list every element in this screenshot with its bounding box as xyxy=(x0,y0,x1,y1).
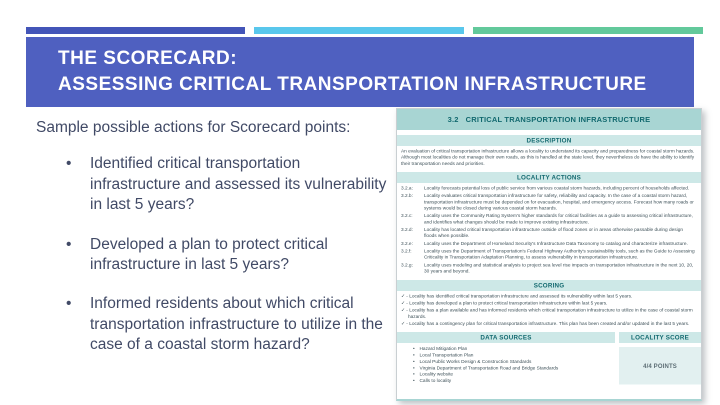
scorecard-document-content xyxy=(397,109,701,399)
scoring-list xyxy=(401,293,697,327)
data-sources-column xyxy=(397,332,615,384)
scoring-item: ✓ - Locality has a contingency plan for critical transportation infrastructure. This plan has been created and/or updated in the last 5 years. xyxy=(401,320,690,327)
action-text: Locality forecasts potential loss of public service from various coastal storm hazards, including percent of households affected. xyxy=(424,185,690,192)
slide-title-line2: ASSESSING CRITICAL TRANSPORTATION INFRASTRUCTURE xyxy=(58,74,647,95)
locality-actions-list xyxy=(401,186,697,275)
scoring-item: ✓ - Locality has a plan available and has informed residents which critical transportation infrastructure to utilize in the case of coastal storm hazards. xyxy=(401,307,693,320)
locality-score-header: LOCALITY SCORE xyxy=(619,332,701,343)
data-source-item: • Locality website xyxy=(413,372,615,378)
accent-bar-green xyxy=(473,27,703,34)
action-id: 3.2.b: xyxy=(401,193,413,199)
scorecard-section-number: 3.2 xyxy=(447,115,459,124)
locality-action-row xyxy=(401,262,697,274)
action-id: 3.2.e: xyxy=(401,240,413,247)
locality-action-row xyxy=(401,241,697,247)
data-source-item: • Local Public Works Design & Construction Standards xyxy=(413,359,615,365)
scorecard-title-bar xyxy=(397,109,701,130)
locality-action-row xyxy=(401,227,697,239)
locality-score-value: 4/4 POINTS xyxy=(619,347,701,384)
data-source-item: • Local Transportation Plan xyxy=(413,353,615,359)
bullet-item: • Identified critical transportation infrastructure and assessed its vulnerability in last 5 years? xyxy=(62,154,394,215)
scorecard-bottom-section xyxy=(397,332,701,384)
action-id: 3.2.f: xyxy=(401,248,412,255)
accent-bars xyxy=(26,27,703,34)
data-source-item: • Calls to locality xyxy=(413,378,615,384)
locality-action-row xyxy=(401,193,697,212)
scoring-item: ✓ - Locality has identified critical transportation infrastructure and assessed its vulnerability within last 5 years. xyxy=(401,293,633,299)
locality-action-row xyxy=(401,186,697,192)
bullet-item: • Developed a plan to protect critical infrastructure in last 5 years? xyxy=(62,235,394,276)
data-sources-list xyxy=(397,346,615,384)
title-banner xyxy=(26,37,694,107)
bullet-item: • Informed residents about which critical transportation infrastructure to utilize in the case of a coastal storm hazard? xyxy=(62,294,394,355)
slide-title-line1: THE SCORECARD: xyxy=(58,48,238,70)
locality-score-column xyxy=(619,332,701,384)
action-text: Locality uses the Community Rating System's higher standards for critical facilities as a guide to assessing critical infrastructure, and identifies what changes should be made to improve existing infrastructure. xyxy=(424,213,693,225)
scorecard-document xyxy=(396,108,702,401)
locality-actions-header: LOCALITY ACTIONS xyxy=(397,172,701,183)
description-header: DESCRIPTION xyxy=(397,135,701,146)
action-text: Locality uses modeling and statistical analysis to project sea level rise impacts on transportation infrastructure in the next 10, 20, 30 years and beyond. xyxy=(424,262,694,275)
accent-bar-lightblue xyxy=(254,27,464,34)
data-source-item: • Hazard Mitigation Plan xyxy=(413,346,615,352)
action-text: Locality evaluates critical transportation infrastructure for safety, reliability and capacity. In the case of a coastal storm hazard, transportation infrastructure must be depended on for evacuation, hospital, and emergency access. Forecast how many roads or systems would be closed during various coastal storm hazards. xyxy=(424,193,694,212)
action-text: Locality has located critical transportation infrastructure outside of flood zones or in areas otherwise passable during design floods when possible. xyxy=(424,227,684,239)
data-source-item: • Virginia Department of Transportation Road and Bridge Standards xyxy=(413,365,615,371)
action-id: 3.2.a: xyxy=(401,185,413,192)
intro-text: Sample possible actions for Scorecard points: xyxy=(36,119,351,136)
scorecard-title: CRITICAL TRANSPORTATION INFRASTRUCTURE xyxy=(465,115,651,124)
locality-action-row xyxy=(401,249,697,261)
slide-body-text xyxy=(36,118,394,375)
locality-action-row xyxy=(401,213,697,225)
scoring-item: ✓ - Locality has developed a plan to protect critical transportation infrastructure within last 5 years. xyxy=(401,300,608,306)
action-id: 3.2.d: xyxy=(401,227,413,233)
scoring-header: SCORING xyxy=(397,280,701,291)
action-text: Locality uses the Department of Transportation's Federal Highway Authority's sustainability tools, such as the Guide to Assessing Criticality in Transportation Adaptation Planning, to assess vulnerability in transportation infrastructure. xyxy=(424,248,695,261)
description-text: An evaluation of critical transportation infrastructure allows a locality to understand its capacity and preparedness for coastal storm hazards. Although most localities do not manage their own roads, as this is handled at the state level, they nevertheless do have the ability to identify their transportation needs and priorities. xyxy=(401,148,695,167)
action-text: Locality uses the Department of Homeland Security's Infrastructure Data Taxonomy to catalog and characterize infrastructure. xyxy=(424,240,688,247)
accent-bar-blue xyxy=(26,27,245,34)
bullet-list xyxy=(36,154,394,356)
action-id: 3.2.c: xyxy=(401,213,413,219)
data-sources-header: DATA SOURCES xyxy=(397,332,615,343)
action-id: 3.2.g: xyxy=(401,262,413,268)
